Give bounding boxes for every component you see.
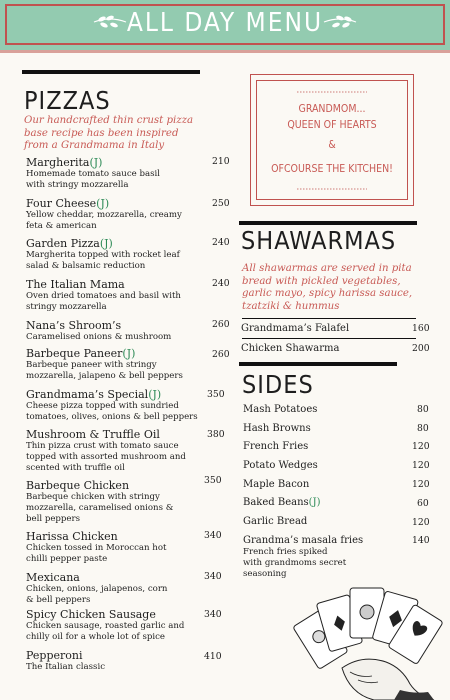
side-item-price: 80 (417, 423, 429, 434)
pizza-item (26, 347, 236, 382)
item-name: Pepperoni (26, 649, 83, 662)
jain-mark: (J) (96, 197, 110, 210)
shawarma-item-name: Grandmama’s Falafel (241, 323, 350, 334)
jain-mark: (J) (308, 497, 321, 508)
callout-line-2: QUEEN OF HEARTS (287, 119, 377, 131)
item-name: Margherita (26, 156, 90, 169)
side-item-name: Hash Browns (243, 423, 311, 434)
side-item-price: 140 (412, 535, 430, 546)
ornament-icon (297, 88, 367, 96)
sides-title: SIDES (242, 370, 314, 399)
item-description: Barbeque chicken with stringy mozzarella, caramelised onions & bell peppers (26, 492, 174, 524)
section-divider (239, 221, 417, 225)
shawarma-item-name: Chicken Shawarma (241, 343, 340, 354)
item-price: 260 (212, 319, 230, 330)
item-description: Barbeque paneer with stringy mozzarella, jalapeno & bell peppers (26, 360, 183, 381)
item-description: Chicken tossed in Moroccan hot chilli pepper paste (26, 543, 167, 564)
item-description: Caramelised onions & mushroom (26, 332, 172, 342)
side-item-price: 60 (417, 498, 429, 509)
side-item-price: 120 (412, 441, 430, 452)
side-item-name: Grandma’s masala fries (243, 535, 364, 546)
item-name: Four Cheese (26, 197, 97, 210)
item-name: Spicy Chicken Sausage (26, 608, 156, 621)
item-description: Chicken, onions, jalapenos, corn & bell peppers (26, 584, 168, 605)
jain-mark: (J) (99, 237, 113, 250)
pizza-item (26, 475, 236, 525)
item-description: Margherita topped with rocket leaf salad & balsamic reduction (26, 250, 180, 271)
pizza-item (26, 649, 236, 673)
item-price: 340 (204, 530, 222, 541)
item-description: Yellow cheddar, mozzarella, creamy feta & american (26, 210, 182, 231)
item-price: 250 (212, 198, 230, 209)
item-price: 350 (207, 389, 225, 400)
shawarmas-description: All shawarmas are served in pita bread with pickled vegetables, garlic mayo, spicy harissa sauce, tzatziki & hummus (242, 263, 413, 312)
pizza-item (26, 571, 236, 606)
pizza-item (26, 530, 236, 565)
header-banner (0, 0, 450, 53)
item-description: Oven dried tomatoes and basil with stringy mozzarella (26, 291, 181, 312)
callout-line-1: GRANDMOM... (298, 103, 366, 115)
item-price: 410 (204, 651, 222, 662)
side-item-name: Potato Wedges (243, 460, 318, 471)
item-name: Mushroom & Truffle Oil (26, 428, 160, 441)
item-price: 210 (212, 156, 230, 167)
item-name: Grandmama’s Special (26, 388, 149, 401)
grandmom-callout (250, 74, 414, 206)
item-name: Mexicana (26, 571, 80, 584)
pizza-item (26, 278, 236, 313)
item-price: 240 (212, 237, 230, 248)
hand-holding-cards-icon (280, 572, 450, 700)
item-name: Barbeque Paneer (26, 347, 123, 360)
section-divider (239, 362, 397, 366)
side-item-name: French Fries (243, 441, 309, 452)
side-item-name: Mash Potatoes (243, 404, 318, 415)
leaf-sprig-icon (322, 12, 358, 32)
pizza-item (26, 197, 236, 232)
item-name: Barbeque Chicken (26, 479, 130, 492)
item-price: 260 (212, 349, 230, 360)
side-item-name: Maple Bacon (243, 479, 310, 490)
item-name: Garden Pizza (26, 237, 100, 250)
pizza-item (26, 428, 236, 474)
side-item-price: 80 (417, 404, 429, 415)
pizzas-title: PIZZAS (24, 86, 111, 115)
jain-mark: (J) (89, 156, 103, 169)
pizza-item (26, 388, 236, 423)
side-item-price: 120 (412, 517, 430, 528)
jain-mark: (J) (148, 388, 162, 401)
side-item-name (243, 497, 320, 508)
pizzas-section (22, 70, 227, 153)
pizzas-description: Our handcrafted thin crust pizza base recipe has been inspired from a Grandmama in Italy (24, 115, 194, 151)
callout-line-4: OFCOURSE THE KITCHEN! (271, 163, 393, 175)
item-price: 350 (204, 475, 222, 486)
shawarma-item-price: 200 (412, 343, 430, 354)
side-item-name: Garlic Bread (243, 516, 308, 527)
divider-line (242, 338, 416, 339)
pizza-item (26, 237, 236, 272)
item-description: Homemade tomato sauce basil with stringy mozzarella (26, 169, 160, 190)
item-price: 380 (207, 429, 225, 440)
shawarmas-title: SHAWARMAS (241, 226, 397, 255)
item-price: 340 (204, 609, 222, 620)
item-price: 240 (212, 278, 230, 289)
item-description: Thin pizza crust with tomato sauce topped with assorted mushroom and scented with truffle oil (26, 441, 186, 473)
ornament-icon (297, 185, 367, 193)
jain-mark: (J) (122, 347, 136, 360)
pizza-item (26, 319, 236, 343)
side-item-description: French fries spiked with grandmoms secret seasoning (243, 547, 347, 579)
item-price: 340 (204, 571, 222, 582)
side-item-price: 120 (412, 479, 430, 490)
side-item-price: 120 (412, 460, 430, 471)
item-description: Chicken sausage, roasted garlic and chilly oil for a whole lot of spice (26, 621, 185, 642)
item-description: The Italian classic (26, 662, 106, 672)
item-description: Cheese pizza topped with sundried tomatoes, olives, onions & bell peppers (26, 401, 198, 422)
menu-title: ALL DAY MENU (126, 8, 324, 38)
section-divider (22, 70, 200, 74)
item-name: Harissa Chicken (26, 530, 118, 543)
pizza-item (26, 608, 236, 643)
item-name: Nana’s Shroom’s (26, 319, 122, 332)
callout-line-3: & (328, 139, 336, 151)
divider-line (242, 318, 416, 319)
pizza-item (26, 156, 236, 191)
side-item-label: Baked Beans (243, 497, 309, 508)
shawarma-item-price: 160 (412, 323, 430, 334)
item-name: The Italian Mama (26, 278, 125, 291)
